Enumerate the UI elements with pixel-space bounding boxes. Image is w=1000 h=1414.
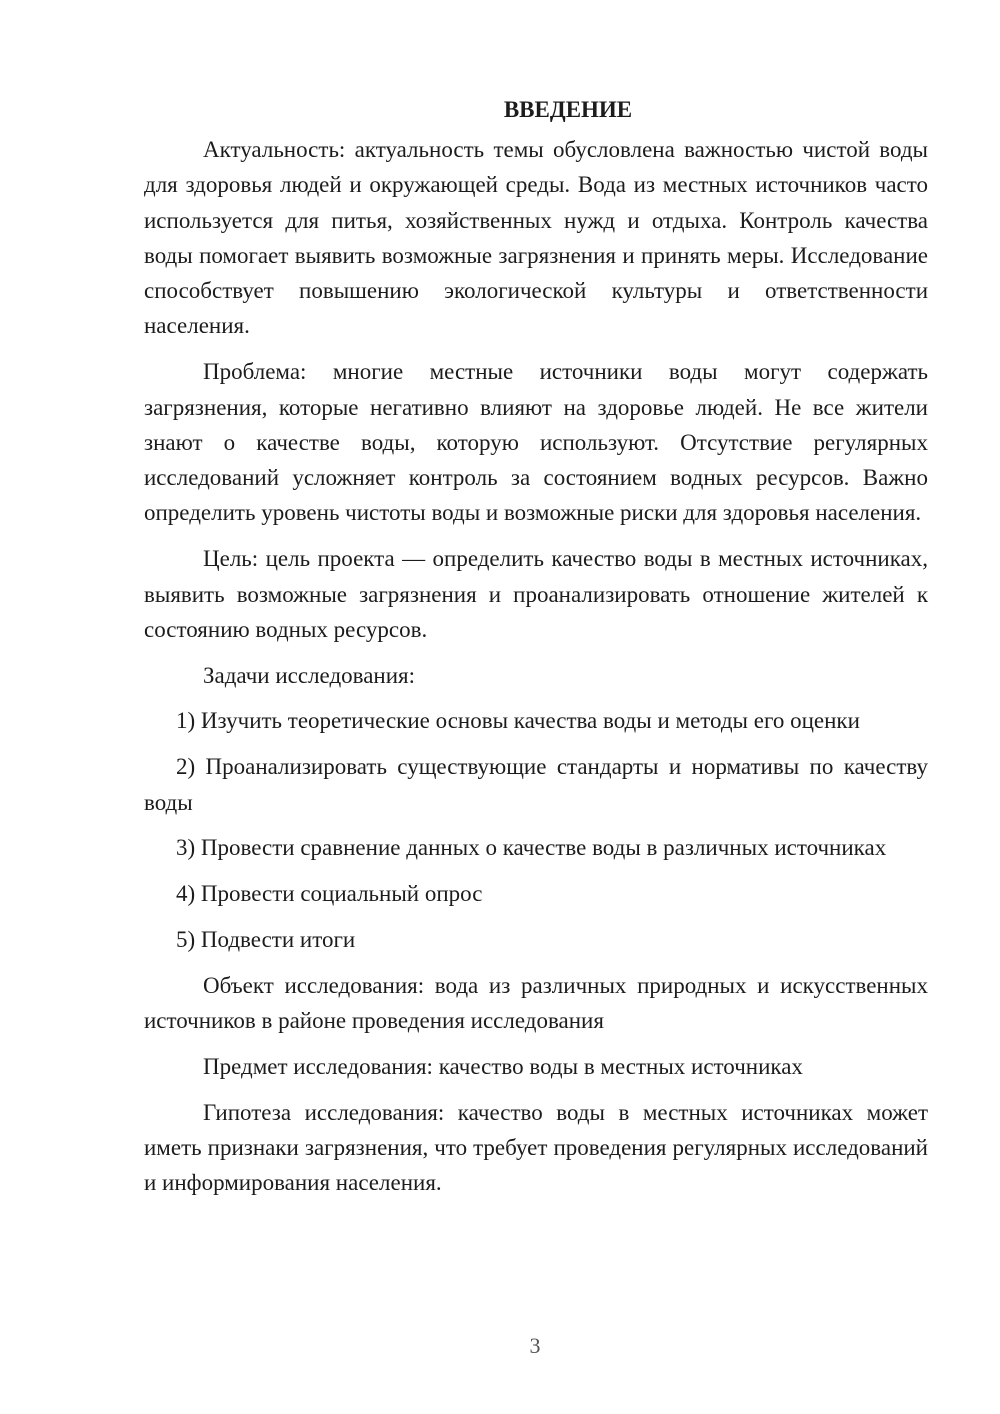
subject-paragraph: Предмет исследования: качество воды в местных источниках: [203, 1053, 803, 1079]
task-item: 1) Изучить теоретические основы качества воды и методы его оценки: [176, 708, 860, 734]
task-item: 4) Провести социальный опрос: [176, 881, 483, 907]
task-item: 3) Провести сравнение данных о качестве воды в различных источниках: [176, 835, 887, 861]
page-title: ВВЕДЕНИЕ: [503, 97, 633, 122]
task-item: 5) Подвести итоги: [176, 926, 356, 952]
problem-paragraph: Проблема: многие местные источники воды могут содержать загрязнения, которые негативно влияют на здоровье людей. Не все жители знают о качестве воды, которую используют. Отсутствие регулярных исследований усложняет контроль за состоянием водных ресурсов. Важно определить уровень чистоты воды и возможные риски для здоровья населения.: [144, 359, 928, 526]
page-number: 3: [529, 1333, 541, 1358]
relevance-paragraph: Актуальность: актуальность темы обусловлена важностью чистой воды для здоровья людей и окружающей среды. Вода из местных источников часто используется для питья, хозяйственных нужд и отдыха. Контроль качества воды помогает выявить возможные загрязнения и принять меры. Исследование способствует повышению экологической культуры и ответственности населения.: [144, 137, 928, 339]
task-item: 2) Проанализировать существующие стандарты и нормативы по качеству воды: [144, 754, 928, 815]
goal-paragraph: Цель: цель проекта — определить качество воды в местных источниках, выявить возможные загрязнения и проанализировать отношение жителей к состоянию водных ресурсов.: [144, 546, 928, 642]
page-content: [144, 92, 928, 1211]
tasks-heading: Задачи исследования:: [203, 662, 416, 688]
hypothesis-paragraph: Гипотеза исследования: качество воды в местных источниках может иметь признаки загрязнения, что требует проведения регулярных исследований и информирования населения.: [144, 1099, 928, 1196]
object-paragraph: Объект исследования: вода из различных природных и искусственных источников в районе проведения исследования: [144, 972, 928, 1034]
